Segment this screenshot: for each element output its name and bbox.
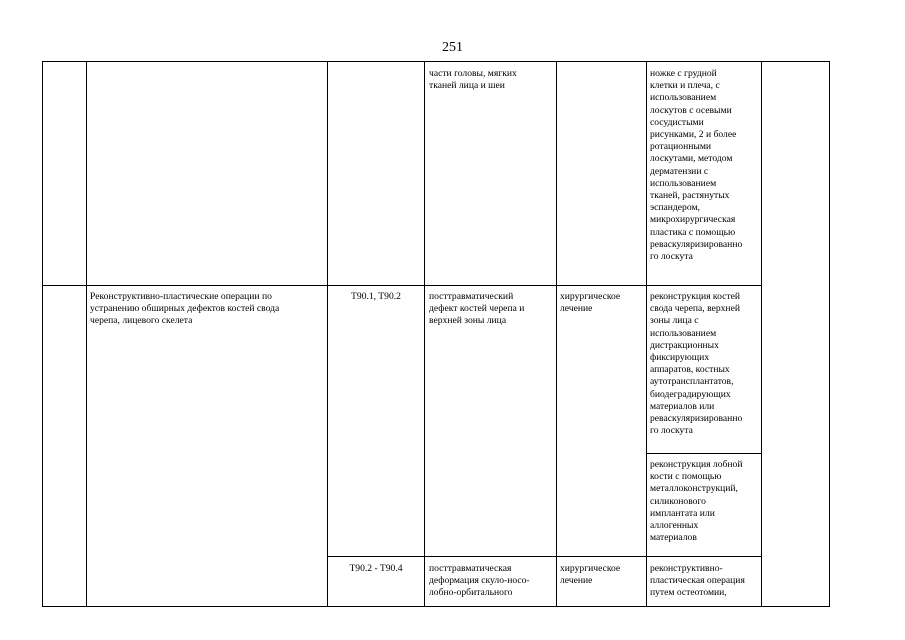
continuation-method-cell: ножке с грудной клетки и плеча, с использованием лоскутов с осевыми сосудистыми рисунками, 2 и более ротационными лоскутами, методом дерматензии с использованием тканей, растянутых эспандером, микрохирургическая пластика с помощью реваскуляризированно го лоскута	[650, 68, 743, 263]
table-left-border	[42, 61, 43, 607]
table-bottom-border	[42, 606, 830, 607]
condition-cell-2: посттравматическая деформация скуло-носо- лобно-орбитального	[429, 563, 530, 599]
procedure-name-cell: Реконструктивно-пластические операции по устранению обширных дефектов костей свода черепа, лицевого скелета	[90, 291, 280, 327]
method-cell-1b: реконструкция лобной кости с помощью металлоконструкций, силиконового имплантата или аллогенных материалов	[650, 459, 743, 544]
procedures-table	[42, 61, 830, 607]
column-divider-3	[424, 61, 425, 607]
subrow-divider	[327, 556, 761, 557]
column-divider-5	[646, 61, 647, 607]
table-top-border	[42, 61, 830, 62]
method-divider	[646, 453, 761, 454]
method-cell-2: реконструктивно- пластическая операция путем остеотомии,	[650, 563, 745, 599]
treatment-type-cell-2: хирургическое лечение	[560, 563, 621, 587]
condition-cell-1: посттравматический дефект костей черепа и верхней зоны лица	[429, 291, 525, 327]
column-divider-6	[761, 61, 762, 607]
page-number: 251	[442, 40, 463, 55]
column-divider-1	[86, 61, 87, 607]
codes-cell-2: T90.2 - T90.4	[349, 563, 403, 574]
treatment-type-cell-1: хирургическое лечение	[560, 291, 621, 315]
column-divider-2	[327, 61, 328, 607]
column-divider-4	[556, 61, 557, 607]
row-divider-main	[42, 285, 761, 286]
continuation-condition-cell: части головы, мягких тканей лица и шеи	[429, 68, 517, 92]
table-right-border	[829, 61, 830, 607]
codes-cell-1: T90.1, T90.2	[351, 291, 401, 302]
method-cell-1a: реконструкция костей свода черепа, верхней зоны лица с использованием дистракционных фиксирующих аппаратов, костных аутотрансплантатов, биодеградирующих материалов или реваскуляризированно го лоскута	[650, 291, 743, 437]
